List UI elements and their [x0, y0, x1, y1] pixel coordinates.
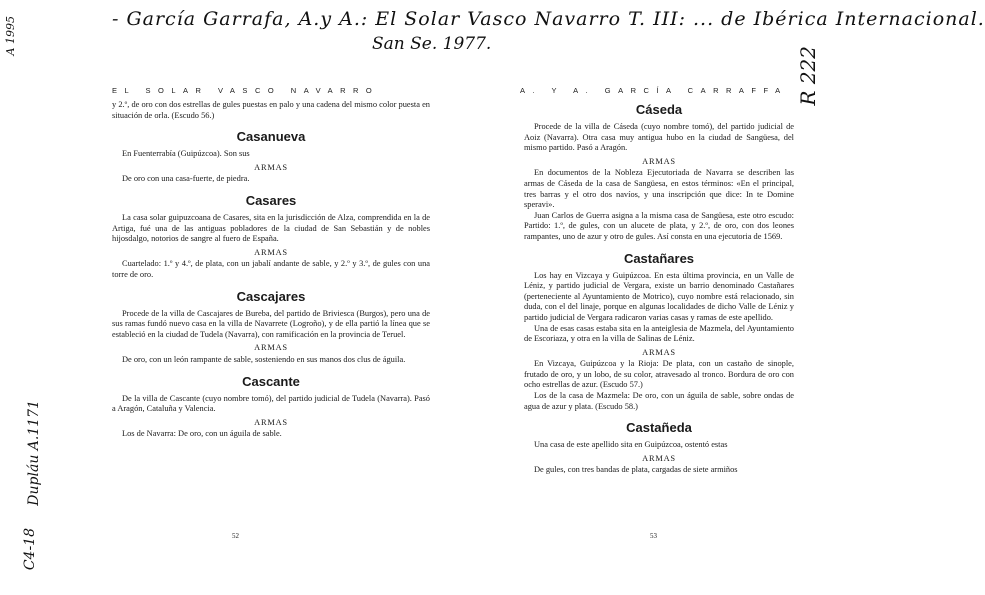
armas-heading: ARMAS — [254, 343, 288, 353]
armas-description: De oro con una casa-fuerte, de piedra. — [122, 174, 250, 184]
right-entries — [524, 102, 794, 476]
left-running-head: EL SOLAR VASCO NAVARRO — [112, 86, 380, 95]
entry-paragraph: En Fuenterrabía (Guipúzcoa). Son sus — [122, 149, 250, 159]
handwritten-publication: San Se. 1977. — [372, 34, 492, 54]
entry-paragraph: Una de esas casas estaba sita en la anteiglesia de Mazmela, del Ayuntamiento de Escoriaza, y otra en la villa de Salinas de Léniz. — [524, 323, 794, 344]
entry-paragraph: Procede de la villa de Cáseda (cuyo nombre tomó), del partido judicial de Aoiz (Navarra). Otra casa muy antigua hubo en la ciudad de Sangüesa, del mismo partido. Pasó a Aragón. — [524, 122, 794, 153]
right-folio: 53 — [650, 532, 657, 540]
armas-heading: ARMAS — [254, 417, 288, 427]
entry-paragraph: De la villa de Cascante (cuyo nombre tomó), del partido judicial de Tudela (Navarra). Pasó a Aragón, Cataluña y Valencia. — [112, 393, 430, 414]
right-page — [524, 100, 794, 476]
entry-paragraph: Una casa de este apellido sita en Guipúzcoa, ostentó estas — [534, 440, 728, 450]
handwritten-margin-note: Dupláu A.1171 — [26, 400, 42, 506]
handwritten-reference: - García Garrafa, A.y A.: El Solar Vasco Navarro T. III: ... de Ibérica Internacional. — [112, 8, 985, 30]
armas-heading: ARMAS — [642, 156, 676, 166]
armas-heading: ARMAS — [642, 347, 676, 357]
handwritten-call-number: R 222 — [796, 46, 820, 106]
left-entries — [112, 129, 430, 440]
armas-heading: ARMAS — [254, 247, 288, 257]
armas-description: Juan Carlos de Guerra asigna a la misma casa de Sangüesa, este otro escudo: Partido: 1.º, de gules, con un alucete de plata, y 2.º, de oro, con dos leones rampantes, uno de azur y otro de gules. Así consta en una ejecutoria de 1569. — [524, 210, 794, 241]
armas-description: De gules, con tres bandas de plata, cargadas de siete armiños — [534, 465, 738, 475]
entry-title: Casanueva — [236, 129, 306, 145]
entry-title: Cascante — [242, 373, 300, 389]
armas-description: En Vizcaya, Guipúzcoa y la Rioja: De plata, con un castaño de sinople, frutado de oro, y un lobo, de su color, atravesado al tronco. Bordura de oro con ocho estrellas de azur. (Escudo 57.) — [524, 359, 794, 390]
entry-paragraph: Los hay en Vizcaya y Guipúzcoa. En esta última provincia, en un Valle de Léniz, y partido judicial de Vergara, existe un barrio denominado Castañares (perteneciente al Ayuntamiento de Motrico), cuyo nombre está relacionado, sin duda, con el del linaje, porque en algunas localidades de dicho Valle de Léniz y partido judicial de Vergara radicaron varias casas y ramas de este apellido. — [524, 270, 794, 322]
armas-description: Los de Navarra: De oro, con un águila de sable. — [122, 429, 282, 439]
armas-heading: ARMAS — [254, 162, 288, 172]
handwritten-margin-code: C4-18 — [22, 528, 38, 571]
entry-title: Cáseda — [635, 102, 683, 117]
entry-title: Cascajares — [236, 288, 306, 304]
armas-description: En documentos de la Nobleza Ejecutoriada de Navarra se describen las armas de Cáseda de la casa de Sangüesa, en estos términos: «En el principal, tres barras y el otro dos navíos, y una inscripción que dice: In te Domine speravi». — [524, 168, 794, 210]
armas-description: Los de la casa de Mazmela: De oro, con un águila de sable, sobre ondas de agua de azur y plata. (Escudo 58.) — [524, 391, 794, 411]
entry-title: Castañares — [623, 250, 695, 266]
right-running-head: A. Y A. GARCÍA CARRAFFA — [520, 86, 788, 95]
entry-title: Castañeda — [626, 420, 692, 436]
armas-heading: ARMAS — [642, 453, 676, 463]
left-page — [112, 100, 430, 440]
left-folio: 52 — [232, 532, 239, 540]
armas-description: Cuartelado: 1.º y 4.º, de plata, con un jabalí andante de sable, y 2.º y 3.º, de gules con una torre de oro. — [112, 259, 430, 279]
entry-paragraph: La casa solar guipuzcoana de Casares, sita en la jurisdicción de Alza, comprendida en la de Artiga, fué una de las antiguas pobladores de la ciudad de San Sebastián y de nobles hijosdalgo, notorios de sangre al fuero de España. — [112, 212, 430, 244]
handwritten-corner-note: A 1995 — [4, 16, 17, 56]
armas-description: De oro, con un león rampante de sable, sosteniendo en sus manos dos clus de águila. — [122, 354, 406, 364]
left-intro: y 2.º, de oro con dos estrellas de gules puestas en palo y una cadena del mismo color puesta en situación de orla. (Escudo 56.) — [112, 100, 430, 120]
entry-title: Casares — [245, 192, 297, 208]
entry-paragraph: Procede de la villa de Cascajares de Bureba, del partido de Briviesca (Burgos), pero una de sus ramas fundó nuevo casa en la villa de Navarrete (Logroño), y de ella partió la línea que se estableció en la ciudad de Tudela (Navarra), con ramificación en la provincia de Teruel. — [112, 308, 430, 339]
